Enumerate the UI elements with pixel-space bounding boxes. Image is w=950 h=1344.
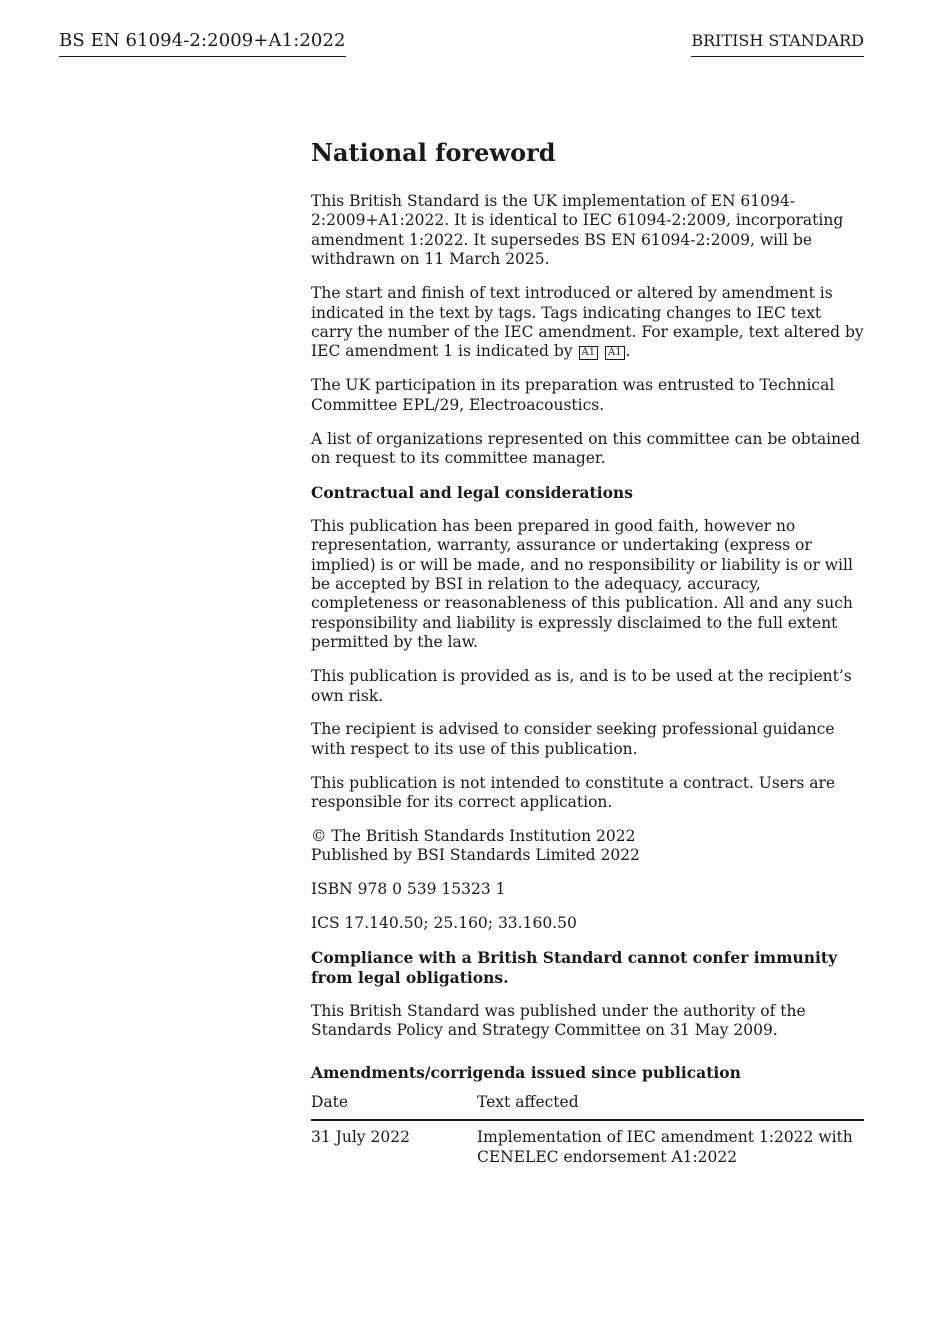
amendments-table [311, 1093, 864, 1167]
amendments-col-date: Date [311, 1093, 477, 1120]
amendments-header-row [311, 1093, 864, 1120]
compliance-statement: Compliance with a British Standard cannot confer immunity from legal obligations. [311, 948, 838, 987]
header-doc-type: BRITISH STANDARD [691, 31, 864, 57]
amendment-text: Implementation of IEC amendment 1:2022 with CENELEC endorsement A1:2022 [477, 1128, 853, 1167]
paragraph-guidance: The recipient is advised to consider seeking professional guidance with respect to its use of this publication. [311, 720, 835, 758]
page-title: National foreword [311, 138, 556, 167]
paragraph-participation: The UK participation in its preparation was entrusted to Technical Committee EPL/29, Electroacoustics. [311, 376, 835, 414]
amendment-tags-text: The start and finish of text introduced or altered by amendment is indicated in the text by tags. Tags indicating changes to IEC text carry the number of the IEC amendment. For example, text altered by IEC amendment 1 is indicated by [311, 284, 864, 361]
amendment-tags-period: . [625, 342, 631, 361]
amendment-open-tag: A1 [579, 346, 599, 360]
amendments-col-text: Text affected [477, 1093, 864, 1120]
ics: ICS 17.140.50; 25.160; 33.160.50 [311, 914, 577, 933]
paragraph-good-faith: This publication has been prepared in good faith, however no representation, warranty, assurance or undertaking (express or implied) is or will be made, and no responsibility or liability is or will be accepted by BSI in relation to the adequacy, accuracy, completeness or reasonableness of this publication. All and any such responsibility and liability is expressly disclaimed to the full extent permitted by the law. [311, 516, 853, 652]
amendment-close-tag: A1 [605, 346, 625, 360]
main-content [311, 138, 867, 1167]
paragraph-authority: This British Standard was published under the authority of the Standards Policy and Strategy Committee on 31 May 2009. [311, 1001, 806, 1039]
copyright-line: © The British Standards Institution 2022 [311, 827, 636, 846]
paragraph-organizations: A list of organizations represented on this committee can be obtained on request to its committee manager. [311, 429, 861, 467]
contractual-heading: Contractual and legal considerations [311, 482, 633, 502]
paragraph-amendment-tags [311, 284, 867, 362]
amendment-date: 31 July 2022 [311, 1128, 410, 1147]
published-line: Published by BSI Standards Limited 2022 [311, 846, 640, 865]
copyright-block [311, 827, 867, 866]
amendments-title: Amendments/corrigenda issued since publication [311, 1063, 741, 1083]
paragraph-own-risk: This publication is provided as is, and is to be used at the recipient’s own risk. [311, 667, 852, 705]
paragraph-not-contract: This publication is not intended to constitute a contract. Users are responsible for its correct application. [311, 773, 836, 812]
paragraph-implementation: This British Standard is the UK implementation of EN 61094-2:2009+A1:2022. It is identical to IEC 61094-2:2009, incorporating amendment 1:2022. It supersedes BS EN 61094-2:2009, will be withdrawn on 11 March 2025. [311, 192, 844, 269]
table-row [311, 1120, 864, 1167]
isbn: ISBN 978 0 539 15323 1 [311, 880, 506, 899]
header-doc-number: BS EN 61094-2:2009+A1:2022 [59, 30, 346, 57]
